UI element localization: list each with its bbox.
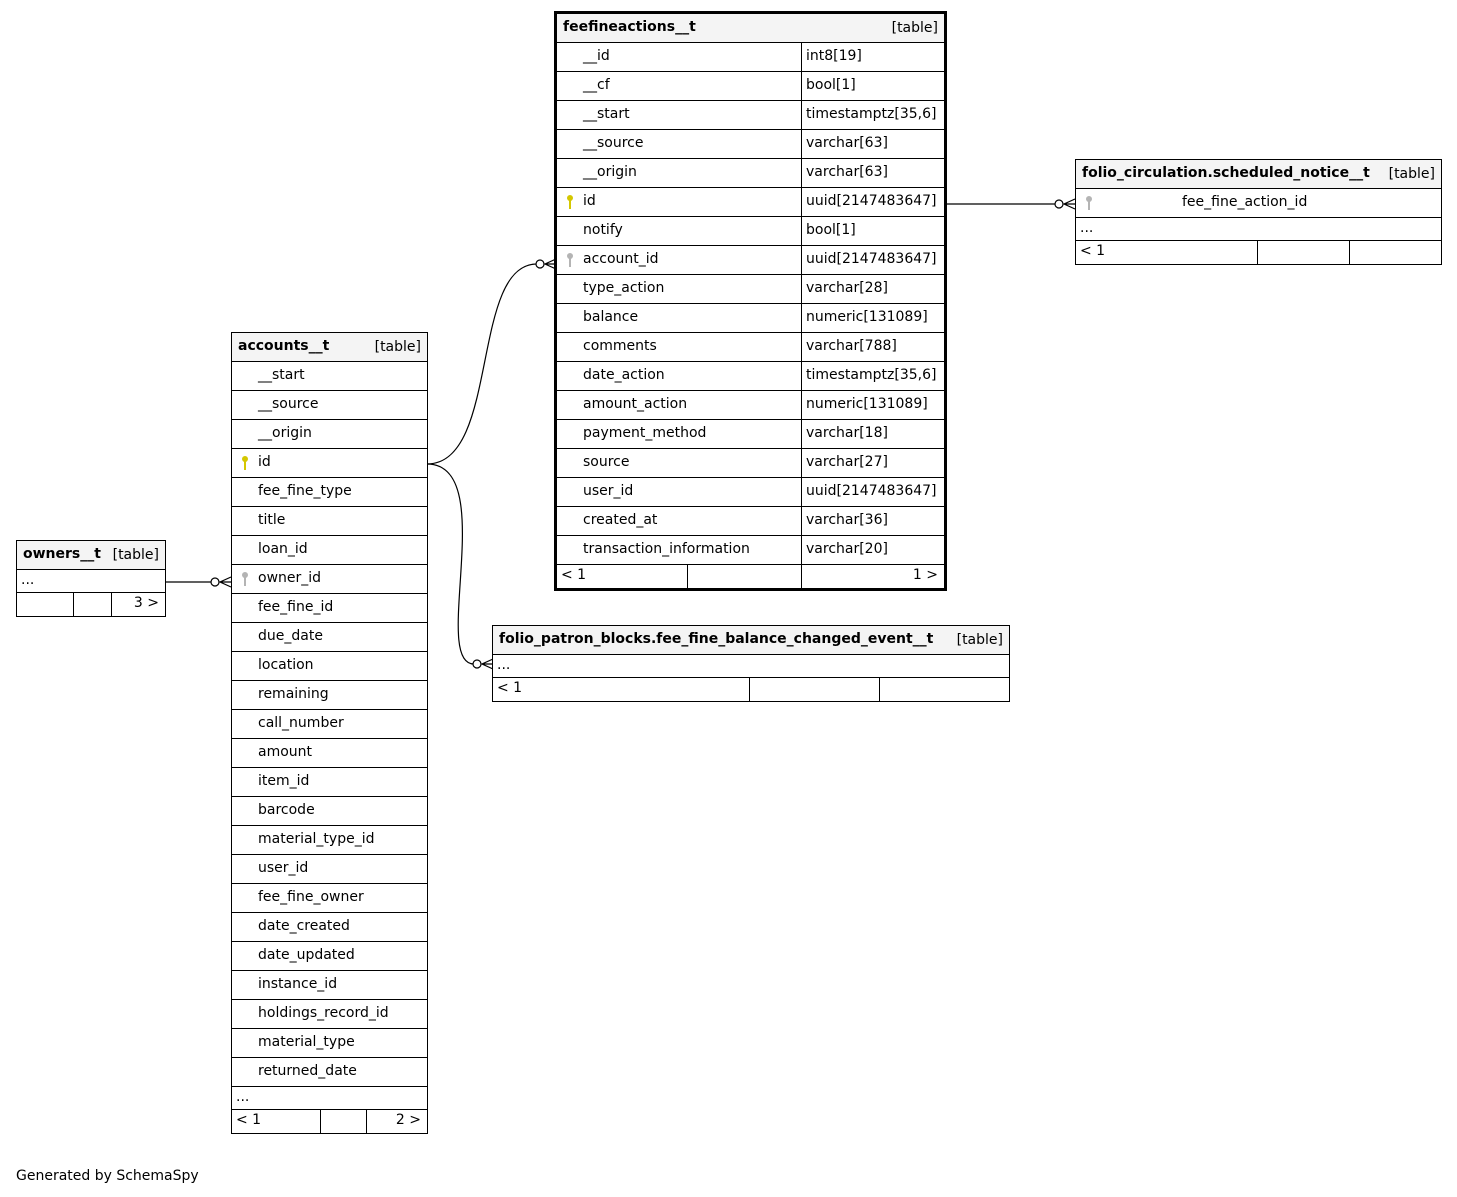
column-row[interactable] xyxy=(232,942,427,971)
column-type: timestamptz[35,6] xyxy=(806,367,937,383)
column-row[interactable] xyxy=(232,855,427,884)
column-row[interactable] xyxy=(557,101,944,130)
column-name: remaining xyxy=(258,686,329,702)
column-row[interactable] xyxy=(557,304,944,333)
column-name: date_created xyxy=(258,918,350,934)
foreign-key-icon xyxy=(240,571,250,587)
primary-key-icon xyxy=(565,194,575,210)
column-name: amount xyxy=(258,744,313,760)
column-name: notify xyxy=(583,222,623,238)
column-type: varchar[20] xyxy=(806,541,888,557)
column-type: varchar[63] xyxy=(806,135,888,151)
column-type: numeric[131089] xyxy=(806,396,928,412)
column-row[interactable] xyxy=(557,391,944,420)
column-row[interactable] xyxy=(557,43,944,72)
table-accounts[interactable] xyxy=(231,332,428,1134)
column-row[interactable] xyxy=(232,565,427,594)
generated-by-credit[interactable]: Generated by SchemaSpy xyxy=(16,1168,199,1184)
column-row[interactable] xyxy=(232,478,427,507)
column-name: id xyxy=(258,454,271,470)
column-row[interactable] xyxy=(557,420,944,449)
column-name: __source xyxy=(258,396,319,412)
column-row[interactable] xyxy=(232,536,427,565)
more-columns: ... xyxy=(17,570,165,593)
column-row[interactable] xyxy=(232,391,427,420)
column-type: uuid[2147483647] xyxy=(806,193,937,209)
column-name: user_id xyxy=(258,860,309,876)
column-name: title xyxy=(258,512,286,528)
column-name: instance_id xyxy=(258,976,338,992)
column-type: varchar[28] xyxy=(806,280,888,296)
table-header xyxy=(493,626,1009,655)
table-footer xyxy=(232,1110,427,1133)
column-type: numeric[131089] xyxy=(806,309,928,325)
column-row[interactable] xyxy=(232,1029,427,1058)
column-row[interactable] xyxy=(557,188,944,217)
column-row[interactable] xyxy=(557,478,944,507)
column-row[interactable] xyxy=(232,681,427,710)
column-name: transaction_information xyxy=(583,541,750,557)
column-name: returned_date xyxy=(258,1063,357,1079)
column-name: __start xyxy=(258,367,305,383)
table-owners[interactable] xyxy=(16,540,166,617)
column-type: timestamptz[35,6] xyxy=(806,106,937,122)
column-name: created_at xyxy=(583,512,658,528)
column-name: barcode xyxy=(258,802,315,818)
table-name: owners__t xyxy=(23,546,101,562)
column-row[interactable] xyxy=(557,449,944,478)
column-name: date_action xyxy=(583,367,665,383)
column-row[interactable] xyxy=(1076,189,1441,218)
table-name: feefineactions__t xyxy=(563,19,696,35)
column-row[interactable] xyxy=(232,739,427,768)
table-header xyxy=(232,333,427,362)
column-name: __origin xyxy=(583,164,637,180)
table-footer xyxy=(1076,241,1441,264)
column-row[interactable] xyxy=(557,159,944,188)
more-columns: ... xyxy=(1076,218,1441,241)
table-name: folio_circulation.scheduled_notice__t xyxy=(1082,165,1370,181)
column-row[interactable] xyxy=(232,826,427,855)
column-row[interactable] xyxy=(232,507,427,536)
table-header xyxy=(17,541,165,570)
footer-right[interactable]: 1 > xyxy=(912,567,938,583)
column-row[interactable] xyxy=(232,1058,427,1087)
table-type: [table] xyxy=(1388,166,1435,182)
column-type: varchar[27] xyxy=(806,454,888,470)
column-name: comments xyxy=(583,338,657,354)
column-row[interactable] xyxy=(557,72,944,101)
foreign-key-icon xyxy=(1084,195,1094,211)
table-type: [table] xyxy=(112,547,159,563)
column-name: source xyxy=(583,454,630,470)
column-row[interactable] xyxy=(557,362,944,391)
table-name: folio_patron_blocks.fee_fine_balance_changed_event__t xyxy=(499,631,934,647)
column-name: __id xyxy=(583,48,610,64)
footer-left[interactable]: < 1 xyxy=(236,1112,262,1128)
table-feefineactions[interactable] xyxy=(554,11,947,591)
table-type: [table] xyxy=(891,20,938,36)
column-type: varchar[63] xyxy=(806,164,888,180)
primary-key-icon xyxy=(240,455,250,471)
column-type: bool[1] xyxy=(806,222,856,238)
foreign-key-icon xyxy=(565,252,575,268)
column-name: __origin xyxy=(258,425,312,441)
column-name: type_action xyxy=(583,280,665,296)
table-type: [table] xyxy=(374,339,421,355)
column-name: date_updated xyxy=(258,947,355,963)
column-name: balance xyxy=(583,309,639,325)
column-name: loan_id xyxy=(258,541,308,557)
table-scheduled-notice[interactable] xyxy=(1075,159,1442,265)
column-row[interactable] xyxy=(232,652,427,681)
column-name: id xyxy=(583,193,596,209)
column-row[interactable] xyxy=(557,333,944,362)
link-accounts-feefineactions xyxy=(427,264,537,464)
footer-right[interactable]: 3 > xyxy=(133,595,159,611)
column-type: uuid[2147483647] xyxy=(806,483,937,499)
column-name: payment_method xyxy=(583,425,707,441)
column-type: uuid[2147483647] xyxy=(806,251,937,267)
table-header xyxy=(557,14,944,43)
column-row[interactable] xyxy=(232,623,427,652)
link-accounts-balance-event xyxy=(427,464,474,664)
column-name: __start xyxy=(583,106,630,122)
column-type: varchar[788] xyxy=(806,338,897,354)
column-row[interactable] xyxy=(232,710,427,739)
column-name: material_type xyxy=(258,1034,355,1050)
column-row[interactable] xyxy=(557,536,944,565)
table-footer xyxy=(493,678,1009,701)
table-balance-changed-event[interactable] xyxy=(492,625,1010,702)
table-header xyxy=(1076,160,1441,189)
more-columns: ... xyxy=(232,1087,427,1110)
column-type: int8[19] xyxy=(806,48,862,64)
column-name: due_date xyxy=(258,628,323,644)
column-row[interactable] xyxy=(232,768,427,797)
table-footer xyxy=(557,565,944,588)
column-name: item_id xyxy=(258,773,310,789)
column-type: varchar[36] xyxy=(806,512,888,528)
column-name: owner_id xyxy=(258,570,322,586)
footer-left[interactable]: < 1 xyxy=(497,680,523,696)
column-row[interactable] xyxy=(557,275,944,304)
column-name: amount_action xyxy=(583,396,688,412)
column-name: user_id xyxy=(583,483,634,499)
column-name: fee_fine_owner xyxy=(258,889,364,905)
column-row[interactable] xyxy=(557,217,944,246)
column-name: __source xyxy=(583,135,644,151)
column-type: varchar[18] xyxy=(806,425,888,441)
column-name: material_type_id xyxy=(258,831,375,847)
column-row[interactable] xyxy=(557,246,944,275)
footer-left[interactable]: < 1 xyxy=(561,567,587,583)
column-name: fee_fine_action_id xyxy=(1182,194,1308,210)
footer-right[interactable]: 2 > xyxy=(395,1112,421,1128)
column-row[interactable] xyxy=(232,594,427,623)
column-row[interactable] xyxy=(232,449,427,478)
column-row[interactable] xyxy=(232,913,427,942)
column-name: account_id xyxy=(583,251,659,267)
column-name: __cf xyxy=(583,77,610,93)
column-name: location xyxy=(258,657,314,673)
column-name: call_number xyxy=(258,715,344,731)
table-footer xyxy=(17,593,165,616)
column-row[interactable] xyxy=(232,1000,427,1029)
column-name: fee_fine_type xyxy=(258,483,352,499)
column-row[interactable] xyxy=(232,971,427,1000)
column-type: bool[1] xyxy=(806,77,856,93)
table-name: accounts__t xyxy=(238,338,330,354)
column-row[interactable] xyxy=(557,130,944,159)
column-name: fee_fine_id xyxy=(258,599,334,615)
column-row[interactable] xyxy=(232,797,427,826)
more-columns: ... xyxy=(493,655,1009,678)
column-row[interactable] xyxy=(232,884,427,913)
column-name: holdings_record_id xyxy=(258,1005,389,1021)
footer-left[interactable]: < 1 xyxy=(1080,243,1106,259)
table-type: [table] xyxy=(956,632,1003,648)
column-row[interactable] xyxy=(232,362,427,391)
column-row[interactable] xyxy=(232,420,427,449)
column-row[interactable] xyxy=(557,507,944,536)
